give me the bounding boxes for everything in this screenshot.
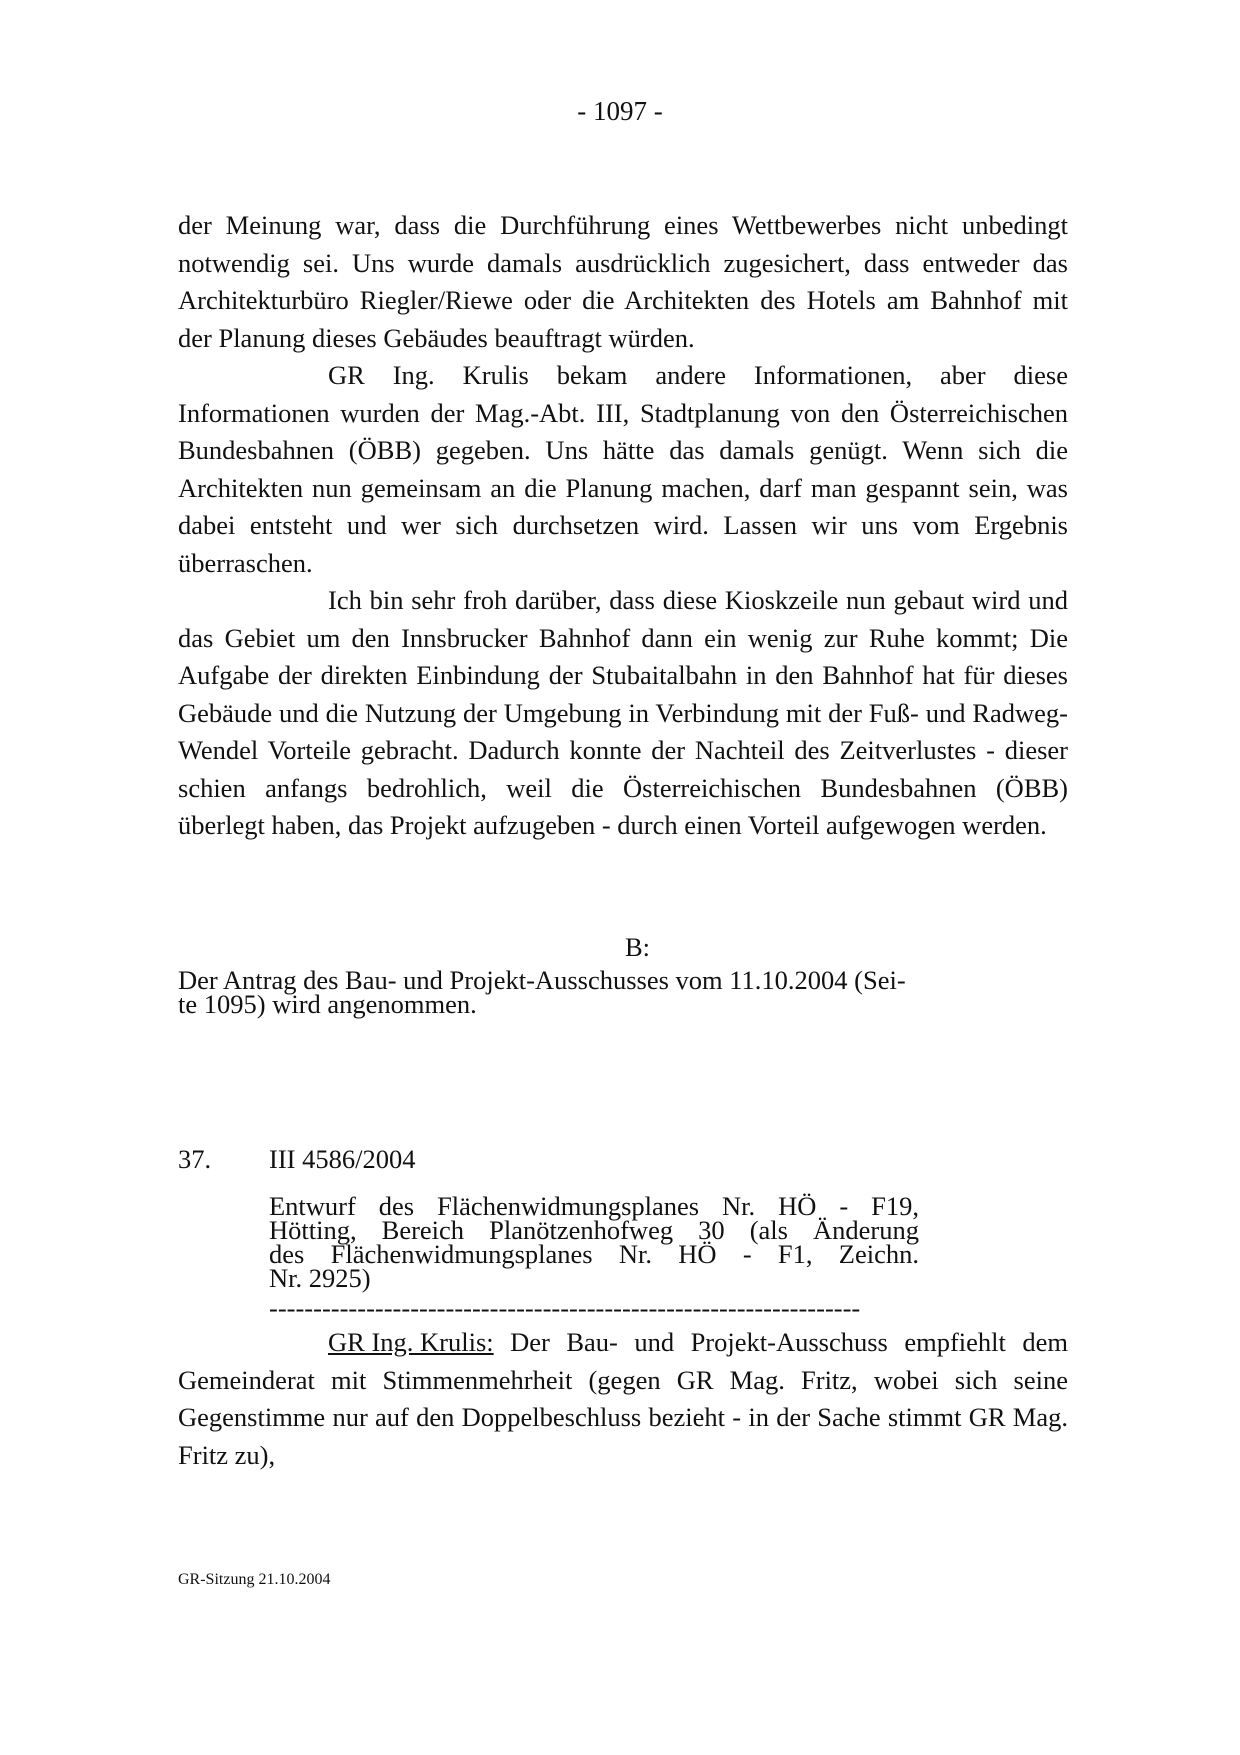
paragraph-1: der Meinung war, dass die Durchführung eines Wettbewerbes nicht unbedingt notwendig sei. Uns wurde damals ausdrücklich zugesichert, dass entweder das Architekturbüro Riegler/Riewe oder die Architekten des Hotels am Bahnhof mit der Planung dieses Gebäudes beauftragt würden. xyxy=(178,210,1068,353)
decision-text xyxy=(178,965,998,1019)
body-text xyxy=(178,207,1068,845)
motion-speaker: GR Ing. Krulis: xyxy=(328,1327,494,1357)
paragraph-3: Ich bin sehr froh darüber, dass diese Kioskzeile nun gebaut wird und das Gebiet um den Innsbrucker Bahnhof dann ein wenig zur Ruhe kommt; Die Aufgabe der direkten Einbindung der Stubaitalbahn in den Bahnhof hat für dieses Gebäude und die Nutzung der Umgebung in Verbindung mit der Fuß- und Radweg-Wendel Vorteile gebracht. Dadurch konnte der Nachteil des Zeitverlustes - dieser schien anfangs bedrohlich, weil die Österreichischen Bundesbahnen (ÖBB) überlegt haben, das Projekt aufzugeben - durch einen Vorteil aufgewogen werden. xyxy=(178,585,1068,840)
page-number: - 1097 - xyxy=(577,96,663,126)
motion-text xyxy=(178,1324,1068,1474)
item-subject-line-1: Entwurf des Flächenwidmungsplanes Nr. HÖ - F19, xyxy=(269,1191,919,1221)
item-separator: ------------------------------------------------------------------- xyxy=(269,1296,861,1320)
item-subject-line-2: Hötting, Bereich Planötzenhofweg 30 (als Änderung xyxy=(269,1215,919,1245)
item-subject-line-3: des Flächenwidmungsplanes Nr. HÖ - F1, Zeichn. xyxy=(269,1239,919,1269)
motion-body: Der Bau- und Projekt-Ausschuss empfiehlt dem Gemeinderat mit Stimmenmehrheit (gegen GR Mag. Fritz, wobei sich seine Gegenstimme nur auf den Doppelbeschluss bezieht - in der Sache stimmt GR Mag. Fritz zu), xyxy=(178,1327,1068,1470)
item-subject xyxy=(269,1191,919,1293)
item-subject-line-4: Nr. 2925) xyxy=(269,1263,371,1293)
paragraph-2: GR Ing. Krulis bekam andere Informationen, aber diese Informationen wurden der Mag.-Abt. III, Stadtplanung von den Österreichischen Bundesbahnen (ÖBB) gegeben. Uns hätte das damals genügt. Wenn sich die Architekten nun gemeinsam an die Planung machen, darf man gespannt sein, was dabei entsteht und wer sich durchsetzen wird. Lassen wir uns vom Ergebnis überraschen. xyxy=(178,360,1068,578)
footer-session: GR-Sitzung 21.10.2004 xyxy=(178,1571,331,1588)
item-number: 37. xyxy=(178,1144,212,1174)
decision-line-1: Der Antrag des Bau- und Projekt-Ausschusses vom 11.10.2004 (Sei- xyxy=(178,965,906,995)
section-letter: B: xyxy=(624,932,651,962)
decision-line-2: te 1095) wird angenommen. xyxy=(178,989,477,1019)
item-reference: III 4586/2004 xyxy=(269,1144,416,1174)
